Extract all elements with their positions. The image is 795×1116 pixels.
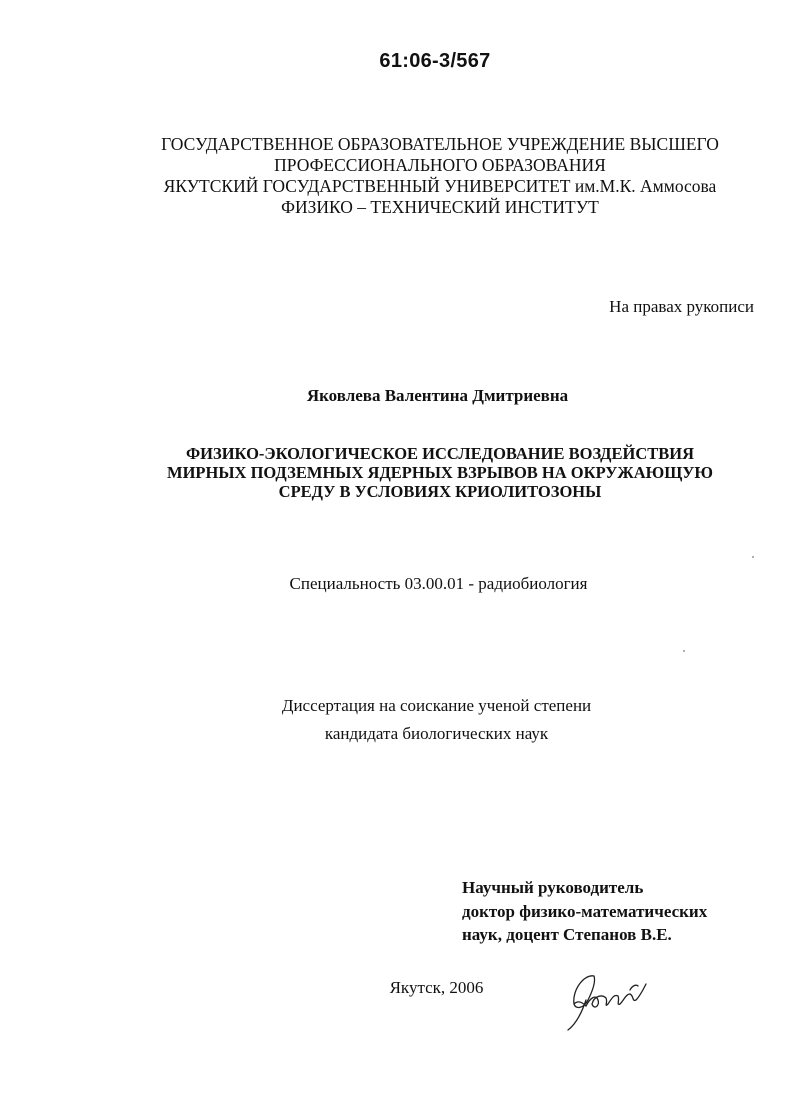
institution-header bbox=[0, 134, 795, 218]
supervisor-line: доктор физико-математических bbox=[462, 901, 708, 921]
institution-line: ЯКУТСКИЙ ГОСУДАРСТВЕННЫЙ УНИВЕРСИТЕТ им.М.К. Аммосова bbox=[163, 176, 717, 196]
supervisor-line: Научный руководитель bbox=[462, 878, 644, 897]
city-year: Якутск, 2006 bbox=[389, 978, 484, 997]
degree-line: Диссертация на соискание ученой степени bbox=[281, 696, 592, 715]
manuscript-rights-note: На правах рукописи bbox=[609, 297, 754, 316]
degree-line: кандидата биологических наук bbox=[324, 724, 549, 743]
title-line: СРЕДУ В УСЛОВИЯХ КРИОЛИТОЗОНЫ bbox=[278, 482, 602, 501]
title-line: МИРНЫХ ПОДЗЕМНЫХ ЯДЕРНЫХ ВЗРЫВОВ НА ОКРУЖАЮЩУЮ bbox=[167, 463, 713, 482]
dissertation-title bbox=[0, 444, 795, 501]
author-name: Яковлева Валентина Дмитриевна bbox=[306, 386, 569, 405]
institution-line: ГОСУДАРСТВЕННОЕ ОБРАЗОВАТЕЛЬНОЕ УЧРЕЖДЕНИЕ ВЫСШЕГО bbox=[161, 134, 719, 154]
handwritten-signature bbox=[560, 960, 660, 1040]
title-line: ФИЗИКО-ЭКОЛОГИЧЕСКОЕ ИССЛЕДОВАНИЕ ВОЗДЕЙСТВИЯ bbox=[185, 444, 695, 463]
scan-speck bbox=[752, 556, 754, 558]
supervisor-line: наук, доцент Степанов В.Е. bbox=[462, 925, 672, 944]
scan-speck bbox=[683, 650, 685, 652]
supervisor-block bbox=[462, 876, 707, 947]
registry-number: 61:06-3/567 bbox=[379, 50, 491, 72]
institution-line: ПРОФЕССИОНАЛЬНОГО ОБРАЗОВАНИЯ bbox=[274, 155, 606, 175]
degree-statement bbox=[0, 692, 795, 748]
institution-line: ФИЗИКО – ТЕХНИЧЕСКИЙ ИНСТИТУТ bbox=[281, 197, 599, 217]
specialty: Специальность 03.00.01 - радиобиология bbox=[289, 574, 588, 593]
